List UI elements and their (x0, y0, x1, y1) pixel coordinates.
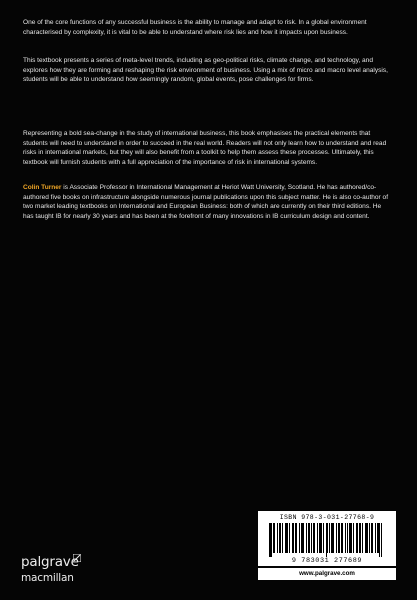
barcode-bar (301, 523, 302, 553)
barcode-bar (299, 523, 300, 553)
logo-palgrave-text: palgrave (21, 554, 79, 570)
publisher-logo (21, 554, 81, 588)
description-paragraph-1: One of the core functions of any successful business is the ability to manage and adapt to risk. In a global environment characterised by complexity, it is vital to be able to understand where risk lies and how it impacts upon business. (23, 19, 367, 36)
barcode-bar (377, 523, 378, 553)
barcode-bar (372, 523, 373, 553)
barcode-bar (369, 523, 370, 553)
barcode-bar (362, 523, 363, 553)
barcode-bar (349, 523, 350, 553)
barcode-bars (267, 523, 387, 557)
barcode-bar (375, 523, 376, 553)
barcode-bar (320, 523, 321, 553)
barcode-bar (271, 523, 272, 557)
barcode-bar (292, 523, 293, 553)
barcode-bar (289, 523, 290, 553)
barcode-bar (319, 523, 320, 553)
barcode-bar (280, 523, 281, 553)
barcode-bar (350, 523, 351, 553)
barcode-bar (378, 523, 379, 553)
barcode-bar (302, 523, 303, 553)
barcode-bar (379, 523, 380, 557)
barcode-bar (357, 523, 358, 553)
barcode-bar (274, 523, 275, 553)
barcode-bar (321, 523, 322, 553)
barcode-bar (366, 523, 367, 553)
barcode-bar (371, 523, 372, 553)
barcode-digits: 9 783031 277689 (291, 557, 363, 565)
barcode-bar (277, 523, 278, 553)
barcode-bar (269, 523, 270, 557)
barcode-bar (311, 523, 312, 553)
barcode-bar (360, 523, 361, 553)
barcode-bar (285, 523, 286, 553)
barcode-bar (308, 523, 309, 553)
barcode-bar (326, 523, 327, 557)
description-paragraph-2: This textbook presents a series of meta-level trends, including as geo-political risks, climate change, and technology, and explores how they are forming and reshaping the risk environment of business. Using a mix of micro and macro level analysis, students will be able to understand how seemingly random, global events, pose challenges for firms. (23, 57, 388, 84)
barcode-bar (287, 523, 288, 553)
barcode-bar (282, 523, 283, 553)
barcode-bar (365, 523, 366, 553)
barcode-bar (314, 523, 315, 553)
barcode-bar (329, 523, 330, 553)
barcode-bar (286, 523, 287, 553)
logo-macmillan-text: macmillan (21, 572, 74, 584)
barcode-bar (313, 523, 314, 553)
barcode-bar (323, 523, 324, 553)
barcode-bar (353, 523, 354, 553)
barcode-bar (303, 523, 304, 553)
barcode-bar (342, 523, 343, 553)
isbn-barcode (258, 511, 396, 566)
barcode-bar (336, 523, 337, 553)
barcode-bar (356, 523, 357, 553)
barcode-bar (338, 523, 339, 553)
barcode-bar (345, 523, 346, 553)
barcode-bar (341, 523, 342, 553)
barcode-bar (332, 523, 333, 553)
barcode-bar (309, 523, 310, 553)
barcode-bar (306, 523, 307, 553)
barcode-bar (296, 523, 297, 553)
barcode-bar (331, 523, 332, 553)
description-paragraph-3: Representing a bold sea-change in the study of international business, this book emphasises the practical elements that students will need to understand in order to succeed in the real world. Readers will not only learn how to understand and read risks in international markets, but they will also benefit from a toolkit to help them assess these processes. Ultimately, this textbook will furnish students with a full appreciation of the importance of risk in international systems. (23, 130, 387, 166)
barcode-bar (367, 523, 368, 553)
isbn-label: ISBN 978-3-031-27768-9 (279, 514, 375, 521)
barcode-bar (381, 523, 382, 557)
barcode-bar (347, 523, 348, 553)
barcode-bar (279, 523, 280, 553)
barcode-bar (273, 523, 274, 553)
barcode-bar (359, 523, 360, 553)
barcode-bar (333, 523, 334, 553)
barcode-bar (270, 523, 271, 557)
barcode-bar (293, 523, 294, 553)
barcode-bar (327, 523, 328, 553)
author-bio-text: is Associate Professor in International Management at Heriot Watt University, Scotland. He has authored/co-authored five books on infrastructure alongside numerous journal publications upon this subject matter. He is also co-author of two market leading textbooks on International and European Business: both of which are currently on their third editions. He has taught IB for nearly 30 years and has been at the forefront of many innovations in IB curriculum design and content. (23, 184, 389, 220)
barcode-bar (317, 523, 318, 553)
barcode-bar (339, 523, 340, 553)
author-biography (23, 183, 393, 221)
author-name: Colin Turner (23, 184, 62, 191)
publisher-website: www.palgrave.com (258, 568, 396, 580)
barcode-bar (295, 523, 296, 553)
barcode-bar (351, 523, 352, 553)
